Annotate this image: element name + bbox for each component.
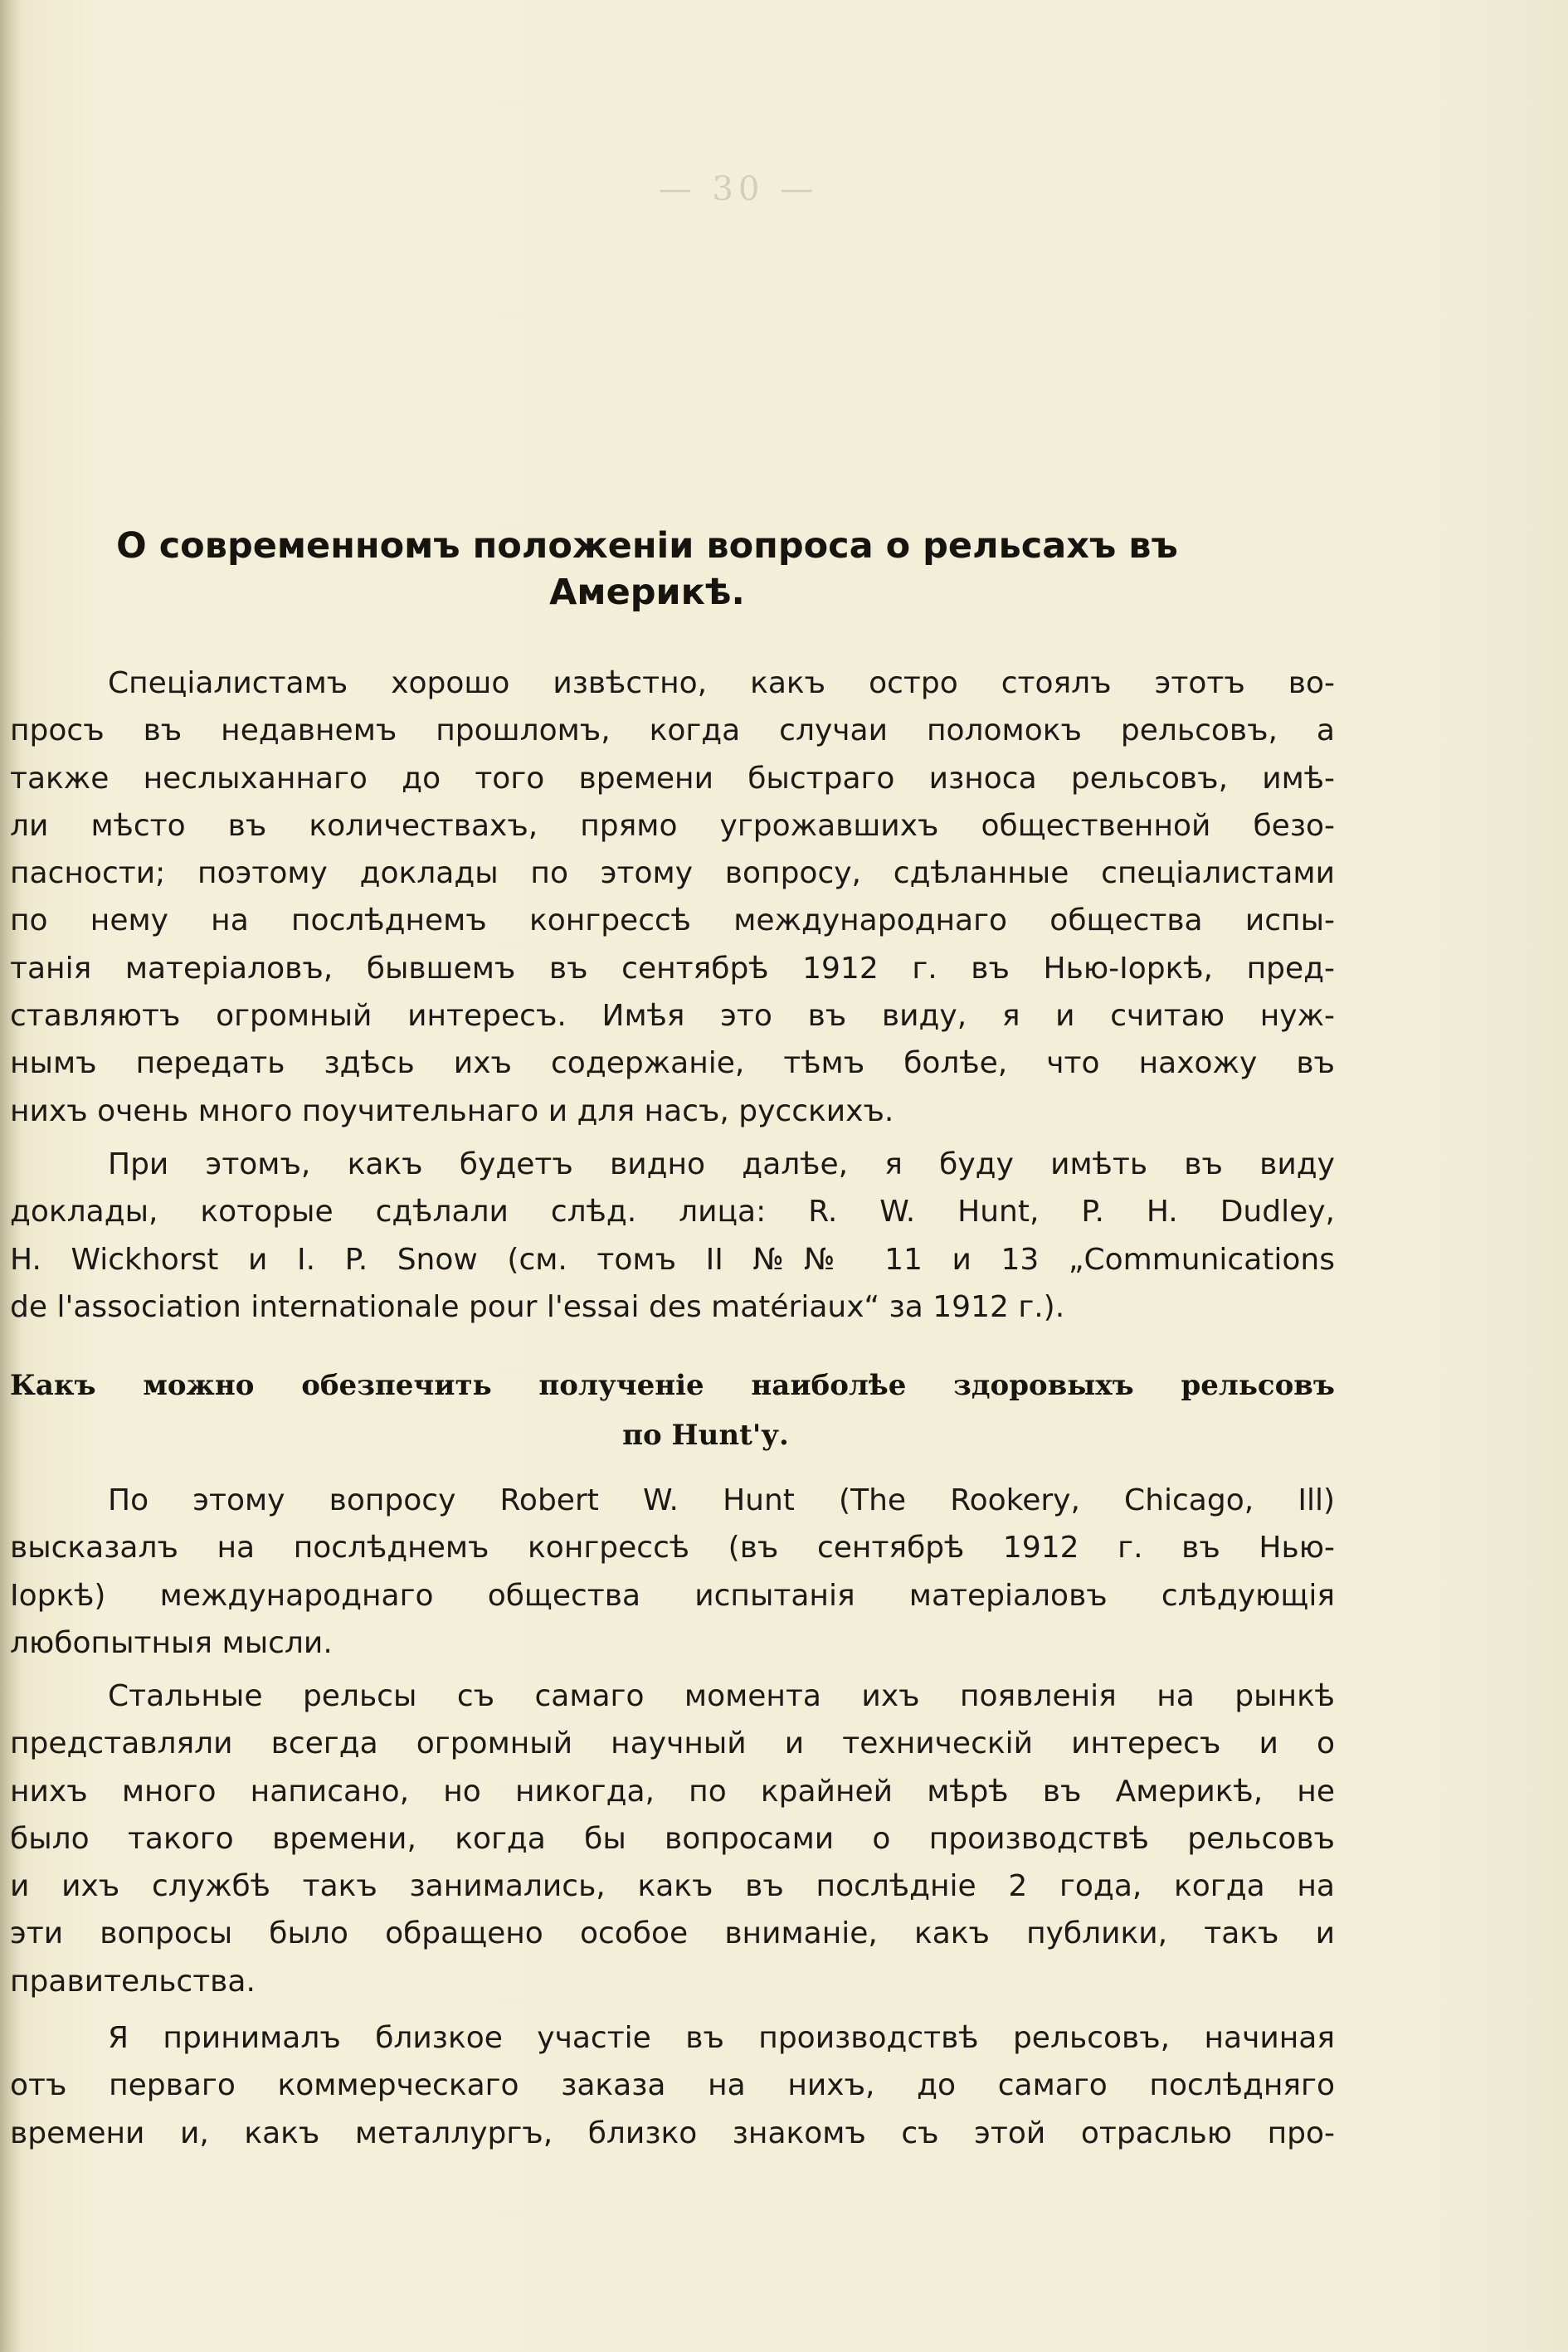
text-line: танiя матерiаловъ, бывшемъ въ сентябрѣ 1912 г. въ Нью-Iоркѣ, пред- xyxy=(10,951,1335,986)
text-line: H. Wickhorst и I. P. Snow (см. томъ II №№ 11 и 13 „Communications xyxy=(10,1242,1335,1277)
running-head-bleed-through: — 30 — xyxy=(658,170,819,208)
section-subheading xyxy=(10,1361,1335,1460)
paragraph-5 xyxy=(10,2014,1335,2157)
paragraph-2 xyxy=(10,1141,1335,1331)
text-line: Iоркѣ) международнаго общества испытанiя матерiаловъ слѣдующiя xyxy=(10,1578,1335,1613)
text-line: правительства. xyxy=(10,1964,256,1999)
text-line: отъ перваго коммерческаго заказа на нихъ, до самаго послѣдняго xyxy=(10,2068,1335,2103)
subheading-line-2: по Hunt'у. xyxy=(622,1419,789,1452)
text-line: de l'association internationale pour l'essai des matériaux“ за 1912 г.). xyxy=(10,1289,1065,1324)
subheading-line-1: Какъ можно обезпечить полученiе наиболѣе здоровыхъ рельсовъ xyxy=(10,1369,1335,1402)
text-line: доклады, которые сдѣлали слѣд. лица: R. W. Hunt, P. H. Dudley, xyxy=(10,1195,1335,1230)
title-line-1: О современномъ положенiи вопроса о рельсахъ въ xyxy=(116,525,1178,567)
text-line: Спецiалистамъ хорошо извѣстно, какъ остро стоялъ этотъ во- xyxy=(108,666,1335,700)
text-line: нихъ очень много поучительнаго и для насъ, русскихъ. xyxy=(10,1093,894,1128)
text-line: нихъ много написано, но никогда, по крайней мѣрѣ въ Америкѣ, не xyxy=(10,1774,1335,1809)
text-line: высказалъ на послѣднемъ конгрессѣ (въ сентябрѣ 1912 г. въ Нью- xyxy=(10,1531,1335,1566)
text-line: по нему на послѣднемъ конгрессѣ международнаго общества испы- xyxy=(10,903,1335,938)
paragraph-1 xyxy=(10,660,1335,1135)
text-line: и ихъ службѣ такъ занимались, какъ въ послѣднiе 2 года, когда на xyxy=(10,1869,1335,1904)
text-line: ставляютъ огромный интересъ. Имѣя это въ виду, я и считаю нуж- xyxy=(10,999,1335,1034)
text-line: представляли всегда огромный научный и техническiй интересъ и о xyxy=(10,1726,1335,1761)
title-line-2: Америкѣ. xyxy=(549,572,745,613)
text-line: было такого времени, когда бы вопросами о производствѣ рельсовъ xyxy=(10,1821,1335,1856)
paragraph-3 xyxy=(10,1477,1335,1667)
text-line: ли мѣсто въ количествахъ, прямо угрожавшихъ общественной безо- xyxy=(10,808,1335,843)
text-line: времени и, какъ металлургъ, близко знакомъ съ этой отраслью про- xyxy=(10,2116,1335,2150)
article-title xyxy=(50,523,1244,616)
paragraph-4 xyxy=(10,1673,1335,2005)
text-line: эти вопросы было обращено особое вниманiе, какъ публики, такъ и xyxy=(10,1916,1335,1951)
text-line: просъ въ недавнемъ прошломъ, когда случаи поломокъ рельсовъ, а xyxy=(10,713,1335,748)
text-line: пасности; поэтому доклады по этому вопросу, сдѣланные спецiалистами xyxy=(10,856,1335,891)
text-line: По этому вопросу Robert W. Hunt (The Rookery, Chicago, Ill) xyxy=(108,1483,1335,1517)
text-line: При этомъ, какъ будетъ видно далѣе, я буду имѣть въ виду xyxy=(108,1147,1335,1181)
text-line: также неслыханнаго до того времени быстраго износа рельсовъ, имѣ- xyxy=(10,761,1335,796)
text-line: Я принималъ близкое участiе въ производствѣ рельсовъ, начиная xyxy=(108,2021,1335,2055)
text-line: любопытныя мысли. xyxy=(10,1625,333,1660)
text-line: нымъ передать здѣсь ихъ содержанiе, тѣмъ болѣе, что нахожу въ xyxy=(10,1046,1335,1081)
text-line: Стальные рельсы съ самаго момента ихъ появленiя на рынкѣ xyxy=(108,1679,1335,1713)
